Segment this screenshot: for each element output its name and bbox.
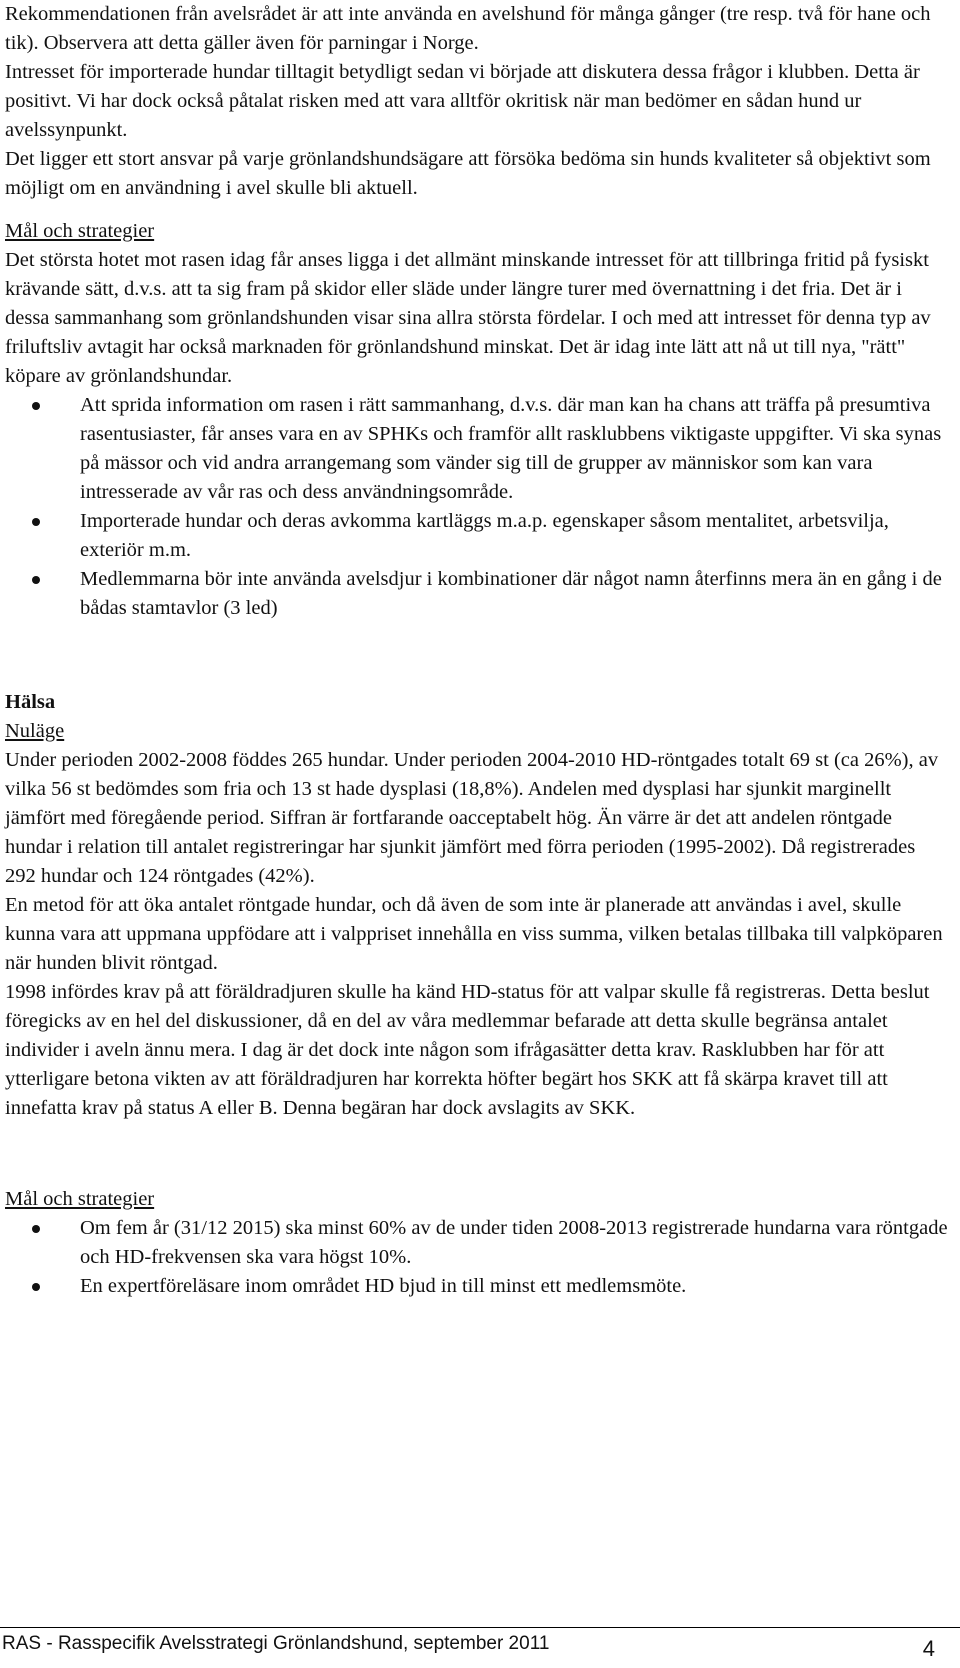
strategy-section-2 xyxy=(5,1185,950,1301)
strategy-bullet-list-2 xyxy=(5,1214,950,1301)
strategy-bullet-list-1 xyxy=(5,391,950,623)
list-item: Importerade hundar och deras avkomma kartläggs m.a.p. egenskaper såsom mentalitet, arbetsvilja, exteriör m.m. xyxy=(5,507,950,565)
page-footer xyxy=(0,1627,960,1661)
intro-section xyxy=(5,0,950,203)
bullet-icon xyxy=(32,1225,40,1233)
health-title: Hälsa xyxy=(5,691,56,713)
strategy-paragraph: Det största hotet mot rasen idag får anses ligga i det allmänt minskande intresset för att tillbringa fritid på fysiskt krävande sätt, d.v.s. att ta sig fram på skidor eller släde under längre turer med övernattning i det fria. Det är i dessa sammanhang som grönlandshunden visar sina allra största fördelar. I och med att intresset för denna typ av friluftsliv avtagit har också marknaden för grönlandshund minskat. Det är idag inte lätt att nå ut till nya, "rätt" köpare av grönlandshundar. xyxy=(5,249,931,387)
health-paragraph-3: 1998 infördes krav på att föräldradjuren skulle ha känd HD-status för att valpar skulle få registreras. Detta beslut föregicks av en hel del diskussioner, då en del av våra medlemmar befarade att detta skulle begränsa antalet individer i aveln ännu mera. I dag är det dock inte någon som ifrågasätter detta krav. Rasklubben har för att ytterligare betona vikten av att föräldradjuren har korrekta höfter begärt hos SKK att få skärpa kravet till att innefatta krav på status A eller B. Denna begäran har dock avslagits av SKK. xyxy=(5,981,930,1119)
list-item: Att sprida information om rasen i rätt sammanhang, d.v.s. där man kan ha chans att träffa på presumtiva rasentusiaster, får anses vara en av SPHKs och framför allt rasklubbens viktigaste uppgifter. Vi ska synas på mässor och vid andra arrangemang som vänder sig till de grupper av människor som kan vara intresserade av vår ras och dess användningsområde. xyxy=(5,391,950,507)
health-paragraph-2: En metod för att öka antalet röntgade hundar, och då även de som inte är planerade att användas i avel, skulle kunna vara att uppmana uppfödare att i valppriset innehålla en viss summa, vilken betalas tillbaka till valpköparen när hunden blivit röntgad. xyxy=(5,894,943,974)
health-section xyxy=(5,688,950,1123)
strategy-section-1 xyxy=(5,217,950,623)
bullet-icon xyxy=(32,576,40,584)
intro-paragraph-2: Intresset för importerade hundar tilltagit betydligt sedan vi började att diskutera dessa frågor i klubben. Detta är positivt. Vi har dock också påtalat risken med att vara alltför okritisk när man bedömer en sådan hund ur avelssynpunkt. xyxy=(5,61,920,141)
bullet-icon xyxy=(32,1283,40,1291)
bullet-icon xyxy=(32,518,40,526)
strategy-heading-2: Mål och strategier xyxy=(5,1188,155,1210)
list-item: Om fem år (31/12 2015) ska minst 60% av de under tiden 2008-2013 registrerade hundarna vara röntgade och HD-frekvensen ska vara högst 10%. xyxy=(5,1214,950,1272)
footer-text: RAS - Rasspecifik Avelsstrategi Grönlandshund, september 2011 xyxy=(2,1633,550,1654)
intro-paragraph-3: Det ligger ett stort ansvar på varje grönlandshundsägare att försöka bedöma sin hunds kvaliteter så objektivt som möjligt om en användning i avel skulle bli aktuell. xyxy=(5,148,931,199)
health-paragraph-1: Under perioden 2002-2008 föddes 265 hundar. Under perioden 2004-2010 HD-röntgades totalt 69 st (ca 26%), av vilka 56 st bedömdes som fria och 13 st hade dysplasi (18,8%). Andelen med dysplasi har sjunkit marginellt jämfört med föregående period. Siffran är fortfarande oacceptabelt hög. Än värre är det att andelen röntgade hundar i relation till antalet registreringar har sjunkit jämfört med förra perioden (1995-2002). Då registrerades 292 hundar och 124 röntgades (42%). xyxy=(5,749,939,887)
intro-paragraph-1: Rekommendationen från avelsrådet är att inte använda en avelshund för många gånger (tre resp. två för hane och tik). Observera att detta gäller även för parningar i Norge. xyxy=(5,3,931,54)
list-item: Medlemmarna bör inte använda avelsdjur i kombinationer där något namn återfinns mera än en gång i de bådas stamtavlor (3 led) xyxy=(5,565,950,623)
strategy-heading-1: Mål och strategier xyxy=(5,220,155,242)
page-number: 4 xyxy=(922,1636,935,1661)
health-subtitle: Nuläge xyxy=(5,720,65,742)
list-item: En expertföreläsare inom området HD bjud in till minst ett medlemsmöte. xyxy=(5,1272,950,1301)
bullet-icon xyxy=(32,402,40,410)
